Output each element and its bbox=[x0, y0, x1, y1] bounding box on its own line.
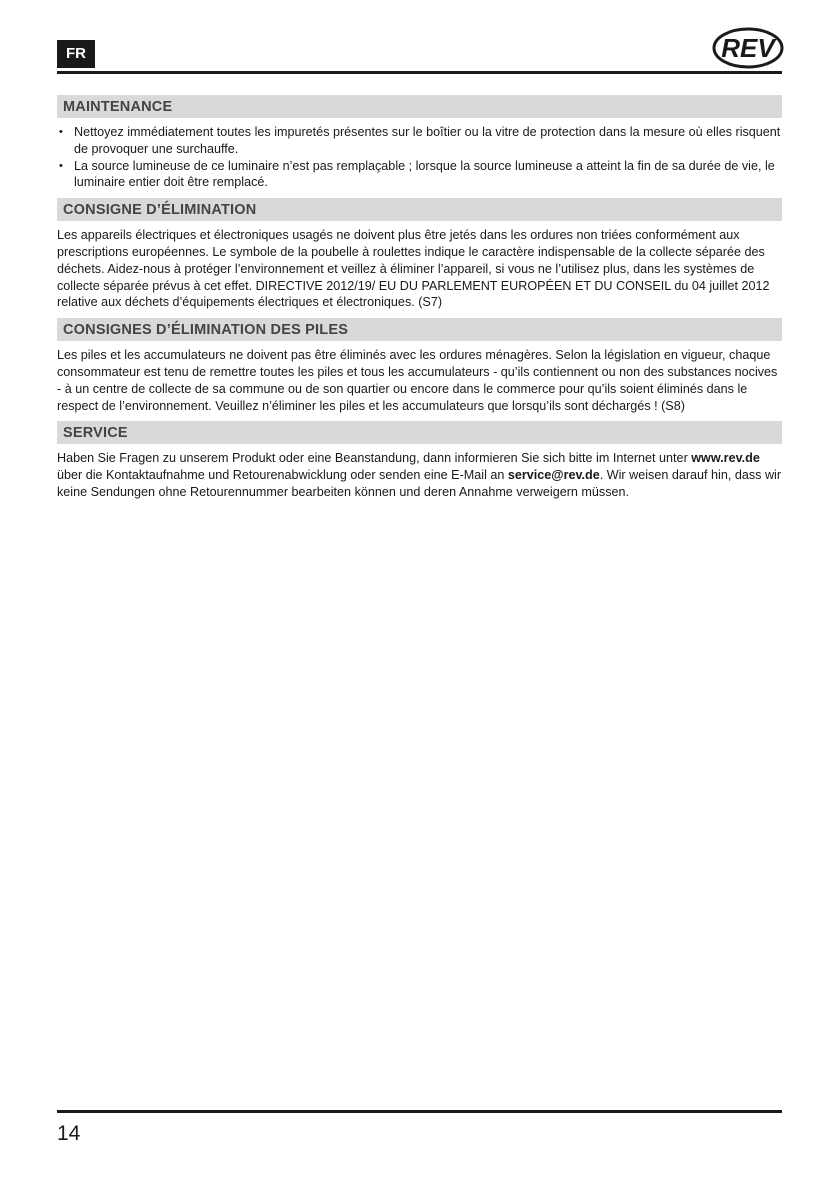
maintenance-list bbox=[57, 124, 782, 191]
website-link[interactable]: www.rev.de bbox=[691, 451, 760, 466]
disposal-text: Les appareils électriques et électroniques usagés ne doivent plus être jetés dans les ordures non triées conformément aux prescriptions européennes. Le symbole de la poubelle à roulettes indique le caractère indispensable de la collecte séparée des déchets. Aidez-nous à protéger l’environnement et veillez à éliminer l’appareil, si vous ne l’utilisez plus, dans les systèmes de collecte séparée prévus à cet effet. DIRECTIVE 2012/19/ EU DU PARLEMENT EUROPÉEN ET DU CONSEIL du 04 juillet 2012 relative aux déchets d’équipements électriques et électroniques. (S7) bbox=[57, 228, 770, 310]
section-title-service: SERVICE bbox=[57, 421, 782, 444]
service-text-part: über die Kontaktaufnahme und Retourenabwicklung oder senden eine E-Mail an bbox=[57, 468, 505, 483]
service-text-part: Haben Sie Fragen zu unserem Produkt oder eine Beanstandung, dann informieren Sie sich bitte im Internet unter bbox=[57, 451, 688, 466]
section-title-batteries: CONSIGNES D’ÉLIMINATION DES PILES bbox=[57, 318, 782, 341]
service-text-part: . bbox=[599, 468, 604, 483]
page-number: 14 bbox=[57, 1122, 81, 1145]
rev-logo bbox=[712, 26, 784, 70]
footer-divider bbox=[57, 1110, 782, 1113]
document-content bbox=[57, 95, 782, 508]
list-item: • Nettoyez immédiatement toutes les impuretés présentes sur le boîtier ou la vitre de protection dans la mesure où elles risquent de provoquer une surchauffe. bbox=[57, 124, 782, 158]
list-item: • La source lumineuse de ce luminaire n’est pas remplaçable ; lorsque la source lumineuse a atteint la fin de sa durée de vie, le luminaire entier doit être remplacé. bbox=[57, 158, 782, 192]
logo-text: REV bbox=[721, 33, 775, 63]
section-title-disposal: CONSIGNE D’ÉLIMINATION bbox=[57, 198, 782, 221]
batteries-text: Les piles et les accumulateurs ne doivent pas être éliminés avec les ordures ménagères. Selon la législation en vigueur, chaque consommateur est tenu de remettre toutes les piles et tous les accumulateurs - qu’ils contiennent ou non des substances nocives - à un centre de collecte de sa commune ou de son quartier ou encore dans le commerce pour qu’ils soient éliminés dans le respect de l’environnement. Veuillez n’éliminer les piles et les accumulateurs que lorsqu’ils sont déchargés ! (S8) bbox=[57, 348, 778, 413]
section-body-maintenance bbox=[57, 118, 782, 198]
section-body-service bbox=[57, 444, 782, 507]
section-title-maintenance: MAINTENANCE bbox=[57, 95, 782, 118]
header-divider bbox=[57, 71, 782, 74]
section-body-disposal bbox=[57, 221, 782, 318]
language-badge: FR bbox=[57, 40, 95, 68]
section-body-batteries bbox=[57, 341, 782, 421]
service-text-part: Wir weisen darauf hin, dass wir keine Sendungen ohne Retourennummer bearbeiten können und deren Annahme verweigern müssen. bbox=[57, 468, 782, 499]
service-text bbox=[57, 450, 782, 500]
email-link[interactable]: service@rev.de bbox=[507, 468, 600, 483]
